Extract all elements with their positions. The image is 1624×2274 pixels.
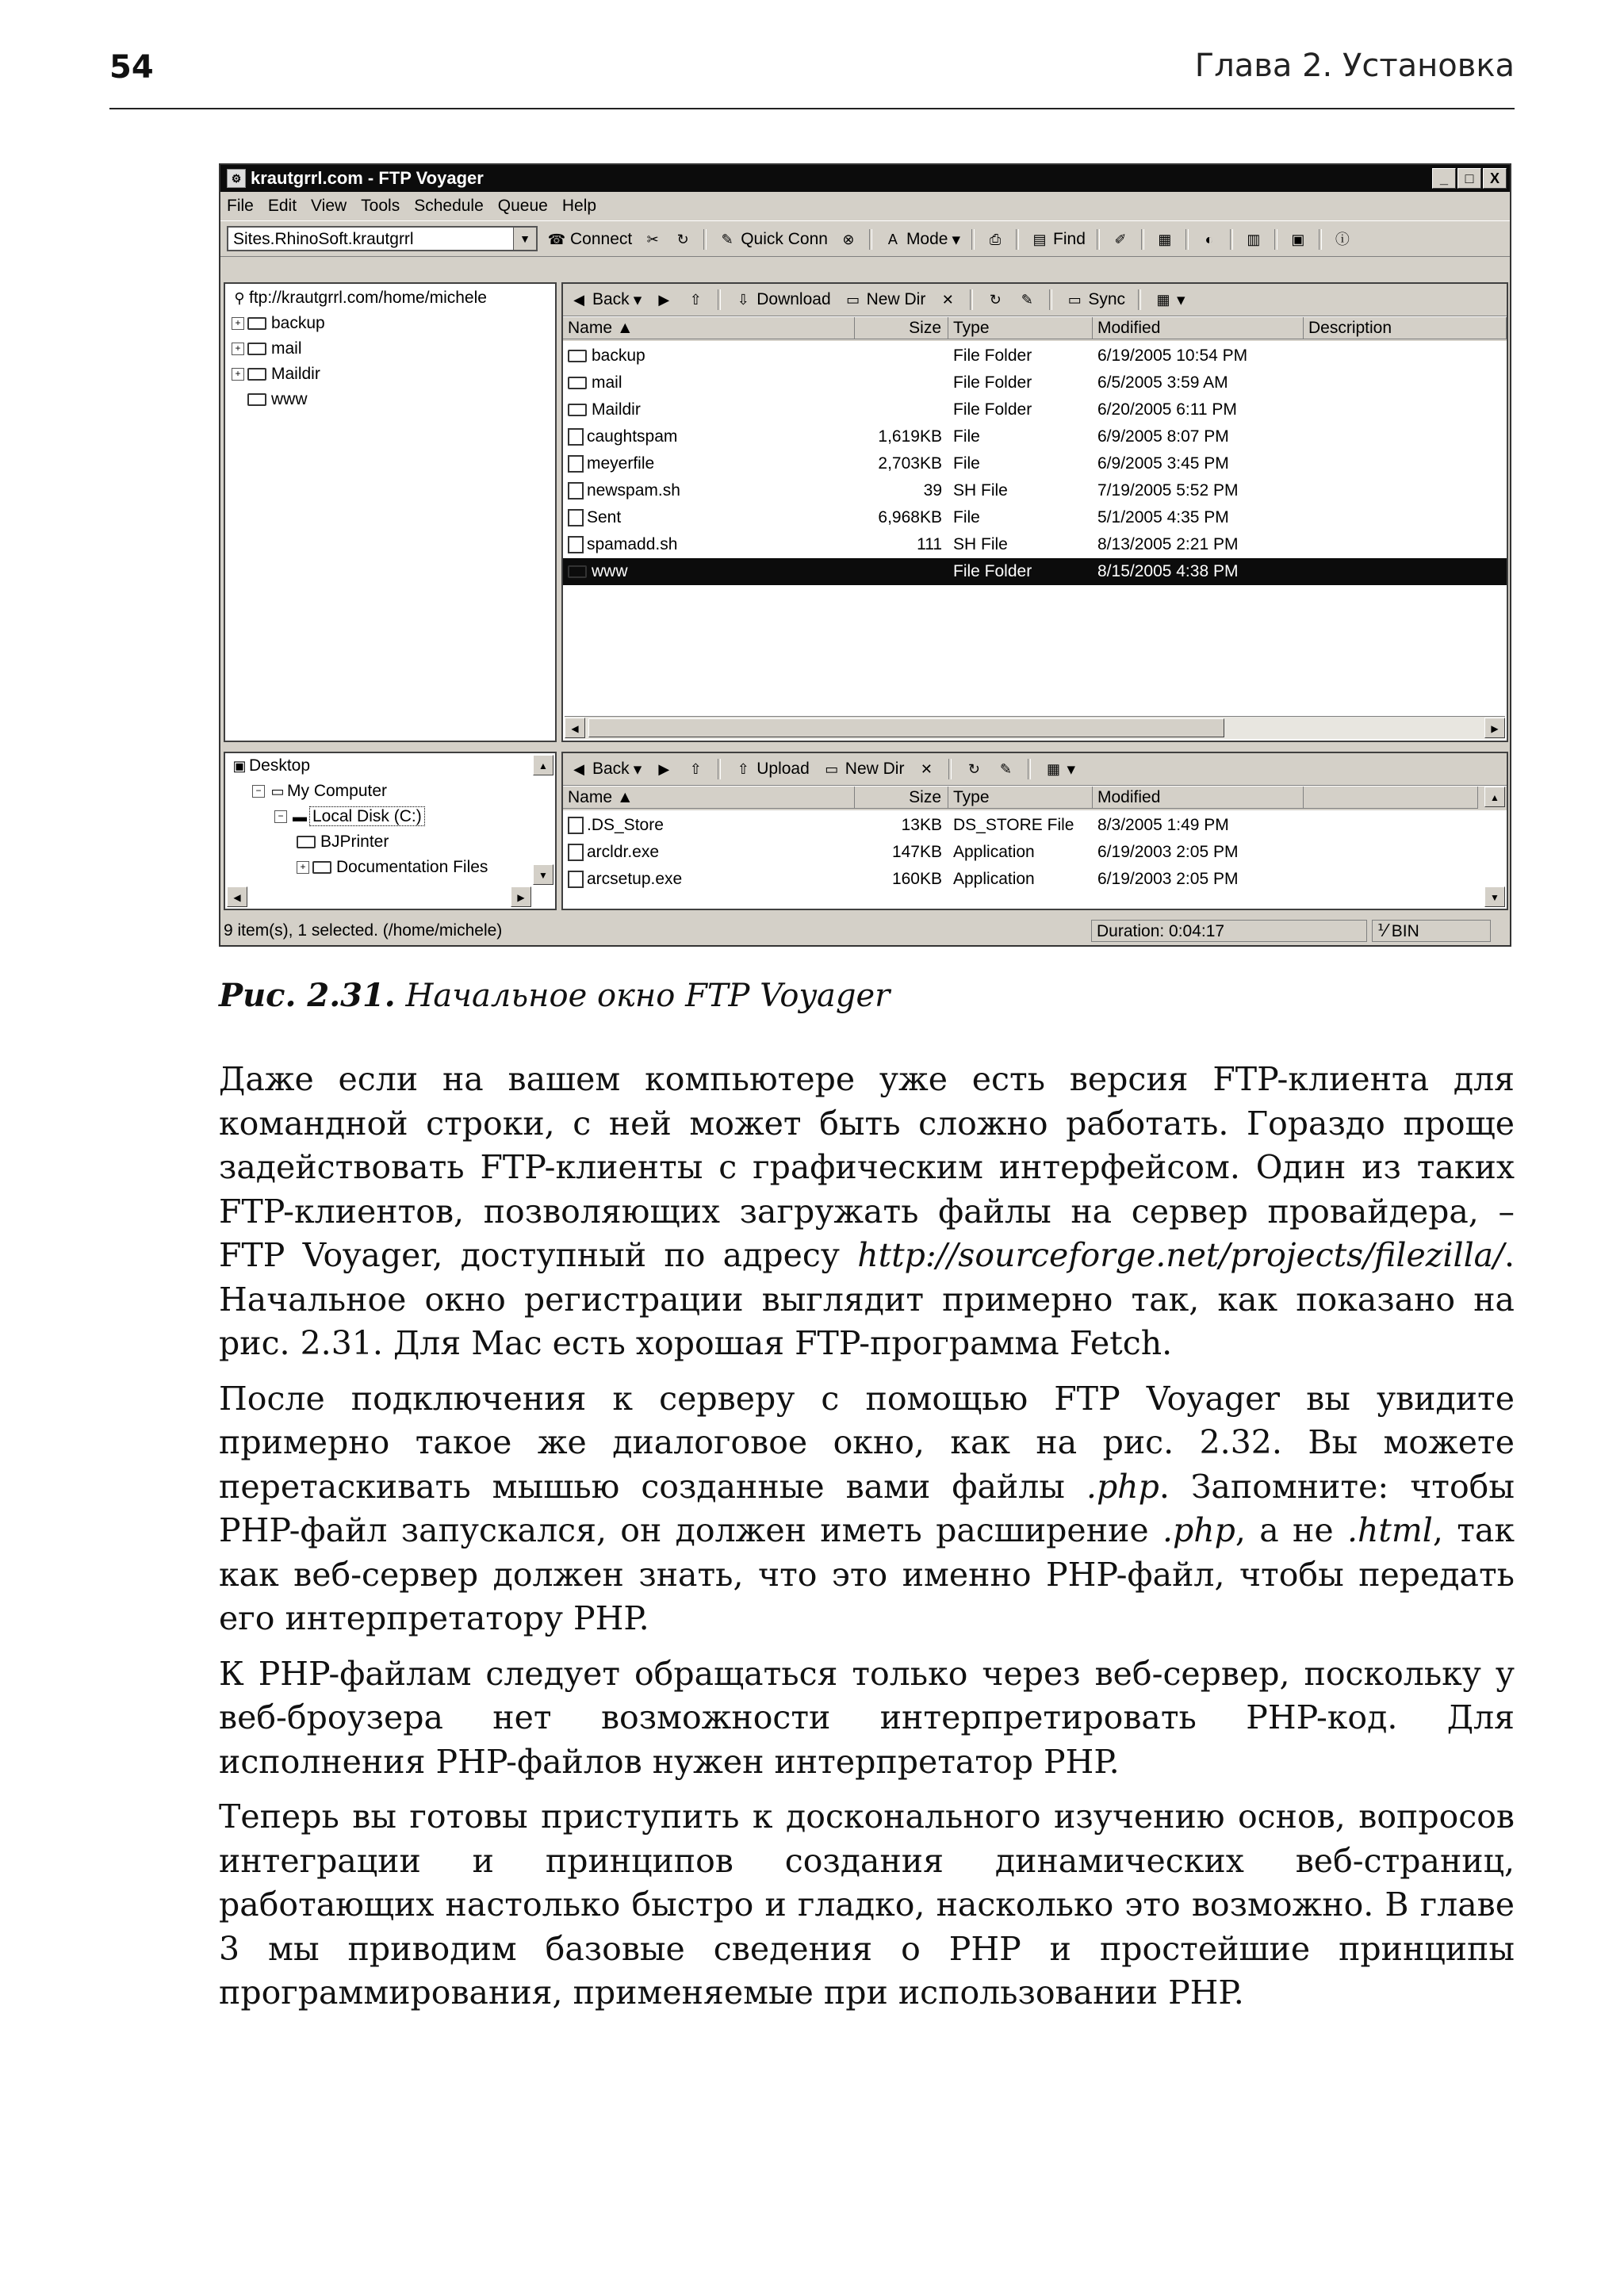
tree-item-label: My Computer (287, 782, 388, 800)
text-run: , а не (1235, 1511, 1347, 1549)
view-button[interactable] (1154, 290, 1185, 310)
local-column-headers (563, 787, 1507, 810)
computer-icon: ▭ (270, 783, 285, 799)
folder-icon (297, 836, 316, 848)
sync-label: Sync (1088, 290, 1125, 308)
tree-item-root[interactable] (230, 287, 487, 309)
menu-bar (220, 193, 1510, 219)
toolbar-separator (718, 759, 721, 779)
transfer-mode-label: BIN (1391, 922, 1419, 940)
figure-caption (219, 977, 890, 1014)
server-icon: ⚲ (234, 290, 245, 306)
new-dir-label: New Dir (845, 760, 905, 778)
paragraph (219, 1058, 1515, 1366)
file-type: File Folder (953, 562, 1032, 580)
upload-button[interactable] (733, 760, 810, 779)
tree-item-label: ftp://krautgrrl.com/home/michele (249, 289, 487, 307)
tree-item-label: Local Disk (C:) (309, 806, 425, 826)
collapse-icon[interactable]: − (252, 785, 265, 798)
file-name: .DS_Store (587, 816, 664, 834)
file-size: 13KB (901, 816, 942, 834)
column-blank (1304, 787, 1478, 809)
find-label: Find (1053, 230, 1086, 248)
file-type: File Folder (953, 346, 1032, 365)
file-size: 2,703KB (878, 454, 942, 473)
download-icon: ⇩ (737, 292, 749, 308)
toolbar-separator (1049, 289, 1052, 310)
sync-icon: ▭ (1067, 292, 1082, 308)
column-label: Name (568, 319, 613, 337)
find-icon: ▤ (1032, 232, 1047, 247)
file-modified: 7/19/2005 5:52 PM (1097, 481, 1239, 500)
status-text: 9 item(s), 1 selected. (/home/michele) (224, 921, 503, 940)
reconnect-icon[interactable]: ↻ (676, 232, 689, 247)
file-icon (568, 871, 584, 888)
file-extension: .php (1162, 1511, 1235, 1549)
file-type: File (953, 454, 980, 473)
file-row[interactable] (563, 343, 1507, 369)
file-name-cell (568, 866, 682, 893)
file-name-cell (568, 369, 622, 396)
new-folder-icon: ▭ (825, 761, 839, 777)
refresh-icon[interactable]: ◐ (1205, 232, 1214, 247)
file-name-cell (568, 396, 641, 423)
minimize-button[interactable]: _ (1432, 168, 1456, 189)
file-type: SH File (953, 481, 1008, 500)
connect-icon: ☎ (547, 232, 566, 247)
menu-view[interactable]: View (311, 197, 347, 215)
file-modified: 8/13/2005 2:21 PM (1097, 535, 1239, 553)
file-size: 6,968KB (878, 508, 942, 526)
caption-text: Начальное окно FTP Voyager (405, 978, 891, 1014)
title-bar[interactable] (220, 165, 1510, 192)
file-icon (568, 844, 584, 861)
find-button[interactable] (1030, 230, 1086, 249)
url-link[interactable]: http://sourceforge.net/projects/filezilla/ (857, 1236, 1504, 1274)
column-size[interactable]: Size (855, 317, 948, 339)
tree-item[interactable] (274, 806, 425, 828)
site-combo[interactable] (227, 226, 538, 251)
tree-item-label: mail (271, 339, 302, 358)
file-row[interactable] (563, 450, 1507, 477)
header-rule (109, 108, 1515, 109)
menu-help[interactable]: Help (561, 197, 597, 215)
paragraph (219, 1377, 1515, 1641)
close-button[interactable]: X (1483, 168, 1507, 189)
scroll-right-icon[interactable]: ▶ (511, 886, 531, 907)
folder-icon (568, 404, 587, 416)
file-row[interactable] (563, 423, 1507, 450)
column-type[interactable]: Type (948, 317, 1093, 339)
toolbar-separator (970, 289, 973, 310)
file-name: newspam.sh (587, 481, 680, 500)
chevron-down-icon: ▾ (633, 290, 642, 309)
file-modified: 8/3/2005 1:49 PM (1097, 816, 1229, 834)
tree-item[interactable] (230, 755, 310, 777)
file-row[interactable] (563, 396, 1507, 423)
file-type: File Folder (953, 373, 1032, 392)
file-name-cell (568, 558, 628, 585)
file-type: DS_STORE File (953, 816, 1074, 834)
properties-icon[interactable]: ▦ (1158, 232, 1172, 247)
edit-icon[interactable]: ✎ (1021, 292, 1033, 308)
new-dir-button[interactable] (822, 760, 905, 779)
menu-schedule[interactable]: Schedule (414, 197, 484, 215)
sort-asc-icon: ▲ (616, 788, 634, 806)
file-extension: .html (1346, 1511, 1433, 1549)
remote-column-headers (563, 317, 1507, 341)
file-name: meyerfile (587, 454, 655, 473)
chevron-down-icon[interactable]: ▼ (513, 228, 536, 250)
file-row[interactable] (563, 866, 1483, 893)
desktop-icon: ▣ (232, 758, 247, 774)
file-name-cell (568, 839, 659, 866)
ftp-voyager-window (219, 163, 1511, 947)
chevron-down-icon: ▾ (952, 230, 961, 249)
file-row[interactable] (563, 558, 1507, 585)
file-name-cell (568, 531, 677, 558)
caption-label: Рис. 2.31. (219, 977, 396, 1014)
file-name: Sent (587, 508, 622, 526)
file-type: File (953, 427, 980, 446)
column-modified[interactable]: Modified (1093, 787, 1304, 809)
folder-icon (568, 377, 587, 389)
new-dir-label: New Dir (866, 290, 926, 308)
paragraph: К PHP-файлам следует обращаться только через веб-сервер, поскольку у веб-броузера нет возможности интерпретировать PHP-код. Для исполнения PHP-файлов нужен интерпретатор PHP. (219, 1654, 1515, 1781)
file-modified: 6/19/2003 2:05 PM (1097, 843, 1239, 861)
column-modified[interactable]: Modified (1093, 317, 1304, 339)
file-type: Application (953, 870, 1035, 888)
upload-label: Upload (756, 760, 810, 778)
back-arrow-icon: ◀ (573, 761, 584, 777)
mode-button[interactable] (883, 230, 960, 250)
print-icon[interactable]: ⎙ (989, 232, 1002, 247)
sort-asc-icon: ▲ (616, 319, 634, 337)
status-duration: Duration: 0:04:17 (1091, 920, 1367, 942)
toolbar-separator (1185, 229, 1189, 250)
edit-icon[interactable]: ✎ (999, 761, 1013, 777)
text-run: . Запомните: чтобы PHP-файл запускался, он должен иметь расширение (219, 1467, 1515, 1549)
column-description[interactable]: Description (1304, 317, 1507, 339)
mode-label: Mode (906, 230, 948, 248)
chevron-down-icon: ▾ (633, 760, 642, 779)
remote-folder-tree[interactable] (224, 282, 557, 742)
tree-item-label: BJPrinter (320, 833, 389, 851)
tree-item[interactable] (297, 856, 488, 879)
file-name-cell (568, 504, 621, 531)
toolbar-separator (1138, 289, 1141, 310)
scroll-left-icon[interactable]: ◀ (227, 886, 247, 907)
file-modified: 6/19/2005 10:54 PM (1097, 346, 1248, 365)
expand-icon[interactable]: + (297, 861, 309, 874)
folder-icon (247, 317, 266, 330)
toolbar-separator (1141, 229, 1144, 250)
tree-item-www[interactable] (247, 389, 308, 411)
file-row[interactable] (563, 477, 1507, 504)
ftp-voyager-icon: ⚙ (227, 169, 246, 188)
compare-icon[interactable]: ▥ (1247, 232, 1261, 247)
window-title: krautgrrl.com - FTP Voyager (251, 168, 484, 188)
connect-label: Connect (570, 230, 633, 248)
file-name: www (592, 562, 628, 580)
column-type[interactable]: Type (948, 787, 1093, 809)
file-modified: 6/20/2005 6:11 PM (1097, 400, 1237, 419)
file-size: 111 (917, 535, 942, 553)
upload-icon: ⇧ (737, 761, 749, 777)
body-text (219, 1058, 1515, 2027)
running-header (109, 46, 1515, 94)
queue-icon[interactable]: ▣ (1291, 232, 1305, 247)
expand-icon[interactable]: + (232, 343, 244, 355)
back-button[interactable] (569, 760, 642, 779)
file-name-cell (568, 343, 645, 369)
toolbar-separator (703, 229, 707, 250)
file-type: SH File (953, 535, 1008, 553)
toolbar-separator (869, 229, 872, 250)
refresh-icon[interactable]: ↻ (989, 292, 1002, 308)
expand-icon[interactable]: + (232, 368, 244, 381)
scroll-down-icon[interactable]: ▼ (1484, 886, 1505, 907)
text-run: После подключения к серверу с помощью FTP Voyager вы увидите примерно такое же диалоговое окно, как на рис. 2.32. Вы можете перетаскивать мышью созданные вами файлы (219, 1379, 1515, 1506)
scrollbar-thumb[interactable] (588, 718, 1224, 737)
chevron-down-icon: ▾ (1067, 760, 1076, 779)
file-modified: 5/1/2005 4:35 PM (1097, 508, 1229, 526)
maximize-button[interactable]: □ (1457, 168, 1481, 189)
local-folder-tree[interactable] (224, 752, 557, 910)
file-icon (568, 482, 584, 500)
toolbar-separator (948, 759, 952, 779)
file-icon (568, 817, 584, 834)
forward-arrow-icon[interactable]: ▶ (658, 761, 670, 777)
file-row[interactable] (563, 504, 1507, 531)
file-name-cell (568, 423, 677, 450)
toolbar-separator (1319, 229, 1322, 250)
delete-icon[interactable]: ✕ (920, 761, 933, 777)
remote-nav-bar (563, 284, 1507, 316)
file-size: 160KB (891, 870, 942, 888)
chevron-down-icon: ▾ (1177, 290, 1185, 309)
file-row[interactable] (563, 531, 1507, 558)
file-size: 147KB (891, 843, 942, 861)
download-label: Download (756, 290, 831, 308)
refresh-icon[interactable]: ↻ (967, 761, 981, 777)
file-name: Maildir (592, 400, 641, 419)
download-button[interactable] (733, 290, 830, 309)
tree-item-backup[interactable] (232, 312, 325, 335)
tree-item[interactable] (252, 780, 387, 802)
toolbar-separator (1016, 229, 1019, 250)
file-name: arcsetup.exe (587, 870, 683, 888)
folder-icon (568, 350, 587, 362)
back-label: Back (592, 760, 630, 778)
file-type: File Folder (953, 400, 1032, 419)
file-modified: 6/9/2005 3:45 PM (1097, 454, 1229, 473)
file-size: 1,619KB (878, 427, 942, 446)
back-arrow-icon: ◀ (573, 292, 584, 308)
site-combo-value: Sites.RhinoSoft.krautgrrl (233, 230, 414, 248)
info-icon[interactable]: ⓘ (1335, 232, 1350, 247)
toolbar-separator (718, 289, 721, 310)
file-name-cell (568, 477, 680, 504)
file-icon (568, 536, 584, 553)
scroll-left-icon[interactable]: ◀ (565, 718, 585, 738)
view-grid-icon: ▦ (1156, 292, 1170, 308)
stop-icon[interactable]: ⊗ (842, 232, 855, 247)
menu-queue[interactable]: Queue (497, 197, 548, 215)
tree-item-label: www (271, 390, 308, 408)
file-name: mail (592, 373, 622, 392)
file-modified: 6/19/2003 2:05 PM (1097, 870, 1239, 888)
local-nav-bar (563, 753, 1507, 786)
back-label: Back (592, 290, 630, 308)
file-row[interactable] (563, 839, 1483, 866)
mode-icon: A (887, 232, 898, 247)
chapter-title: Глава 2. Установка (1194, 48, 1515, 84)
remote-file-list[interactable] (561, 282, 1508, 742)
text-run: Даже если на вашем компьютере уже есть версия FTP-клиента для командной строки, с ней может быть сложно работать. Гораздо проще задействовать FTP-клиенты с графическим интерфейсом. Один из таких FTP-клиентов, позволяющих загружать файлы на сервер провайдера, – FTP Voyager, доступный по адресу (219, 1060, 1515, 1274)
disk-icon: ▬ (293, 809, 307, 825)
toolbar-separator (971, 229, 975, 250)
file-name-cell (568, 812, 664, 839)
folder-icon (247, 368, 266, 381)
delete-icon[interactable]: ✕ (941, 292, 954, 308)
folder-icon (247, 393, 266, 406)
column-name[interactable] (563, 787, 855, 809)
file-name: spamadd.sh (587, 535, 678, 553)
file-name: backup (592, 346, 645, 365)
file-size: 39 (923, 481, 942, 500)
status-transfer-mode[interactable] (1372, 920, 1491, 942)
toolbar-separator (1230, 229, 1233, 250)
new-dir-button[interactable] (844, 290, 926, 309)
text-run: . Начальное окно регистрации выглядит примерно так, как показано на рис. 2.31. Для Mac есть хорошая FTP-программа Fetch. (219, 1236, 1515, 1362)
folder-icon (247, 343, 266, 355)
forward-arrow-icon[interactable]: ▶ (658, 292, 670, 308)
column-size[interactable]: Size (855, 787, 948, 809)
schedule-icon[interactable]: ✐ (1114, 232, 1127, 247)
tree-item-maildir[interactable] (232, 363, 320, 385)
up-folder-icon[interactable]: ⇧ (689, 761, 702, 777)
disconnect-icon[interactable]: ✂ (646, 232, 659, 247)
file-row[interactable] (563, 812, 1483, 839)
tree-item[interactable] (297, 831, 389, 853)
back-button[interactable] (569, 290, 642, 310)
binary-icon: ⅟ (1377, 922, 1387, 940)
file-icon (568, 509, 584, 526)
page-number: 54 (109, 49, 154, 86)
file-name: caughtspam (587, 427, 678, 446)
file-icon (568, 428, 584, 446)
file-row[interactable] (563, 369, 1507, 396)
file-icon (568, 455, 584, 473)
scroll-up-icon[interactable]: ▲ (1484, 787, 1505, 807)
sync-button[interactable] (1065, 290, 1125, 309)
view-button[interactable] (1044, 760, 1075, 779)
scroll-right-icon[interactable]: ▶ (1484, 718, 1505, 738)
file-modified: 8/15/2005 4:38 PM (1097, 562, 1239, 580)
tree-item-label: Maildir (271, 365, 320, 383)
quick-connect-icon: ✎ (721, 232, 733, 247)
file-name-cell (568, 450, 654, 477)
view-grid-icon: ▦ (1046, 761, 1060, 777)
toolbar-separator (1028, 759, 1031, 779)
new-folder-icon: ▭ (846, 292, 860, 308)
toolbar-separator (1097, 229, 1100, 250)
collapse-icon[interactable]: − (274, 810, 287, 823)
file-modified: 6/5/2005 3:59 AM (1097, 373, 1228, 392)
menu-tools[interactable]: Tools (361, 197, 400, 215)
folder-icon (568, 565, 587, 578)
main-toolbar (220, 220, 1510, 257)
tree-item-label: Documentation Files (336, 858, 488, 876)
status-bar (220, 917, 1510, 945)
menu-edit[interactable]: Edit (267, 197, 297, 215)
toolbar-separator (1274, 229, 1277, 250)
paragraph: Теперь вы готовы приступить к досконального изучению основ, вопросов интеграции и принципов создания динамических веб-страниц, работающих настолько быстро и гладко, насколько это возможно. В главе 3 мы приводим базовые сведения о PHP и простейшие принципы программирования, применяемые при использовании PHP. (219, 1797, 1515, 2012)
file-modified: 6/9/2005 8:07 PM (1097, 427, 1229, 446)
quick-connect-button[interactable] (718, 230, 828, 249)
up-folder-icon[interactable]: ⇧ (689, 292, 702, 308)
menu-file[interactable]: File (227, 197, 254, 215)
scroll-up-icon[interactable]: ▲ (533, 755, 553, 775)
tree-item-label: Desktop (249, 756, 311, 775)
file-extension: .php (1086, 1467, 1159, 1506)
file-name: arcldr.exe (587, 843, 660, 861)
tree-item-label: backup (271, 314, 325, 332)
text-run: , так как веб-сервер должен знать, что это именно PHP-файл, чтобы передать его интерпретатору PHP. (219, 1511, 1515, 1637)
column-name[interactable] (563, 317, 855, 339)
scroll-down-icon[interactable]: ▼ (533, 864, 553, 885)
file-type: Application (953, 843, 1035, 861)
folder-icon (312, 861, 331, 874)
local-file-list[interactable] (561, 752, 1508, 910)
file-type: File (953, 508, 980, 526)
quick-connect-label: Quick Conn (741, 230, 828, 248)
horizontal-scrollbar[interactable] (565, 716, 1505, 739)
expand-icon[interactable]: + (232, 317, 244, 330)
connect-button[interactable] (547, 230, 632, 249)
column-label: Name (568, 788, 613, 806)
tree-item-mail[interactable] (232, 338, 302, 360)
